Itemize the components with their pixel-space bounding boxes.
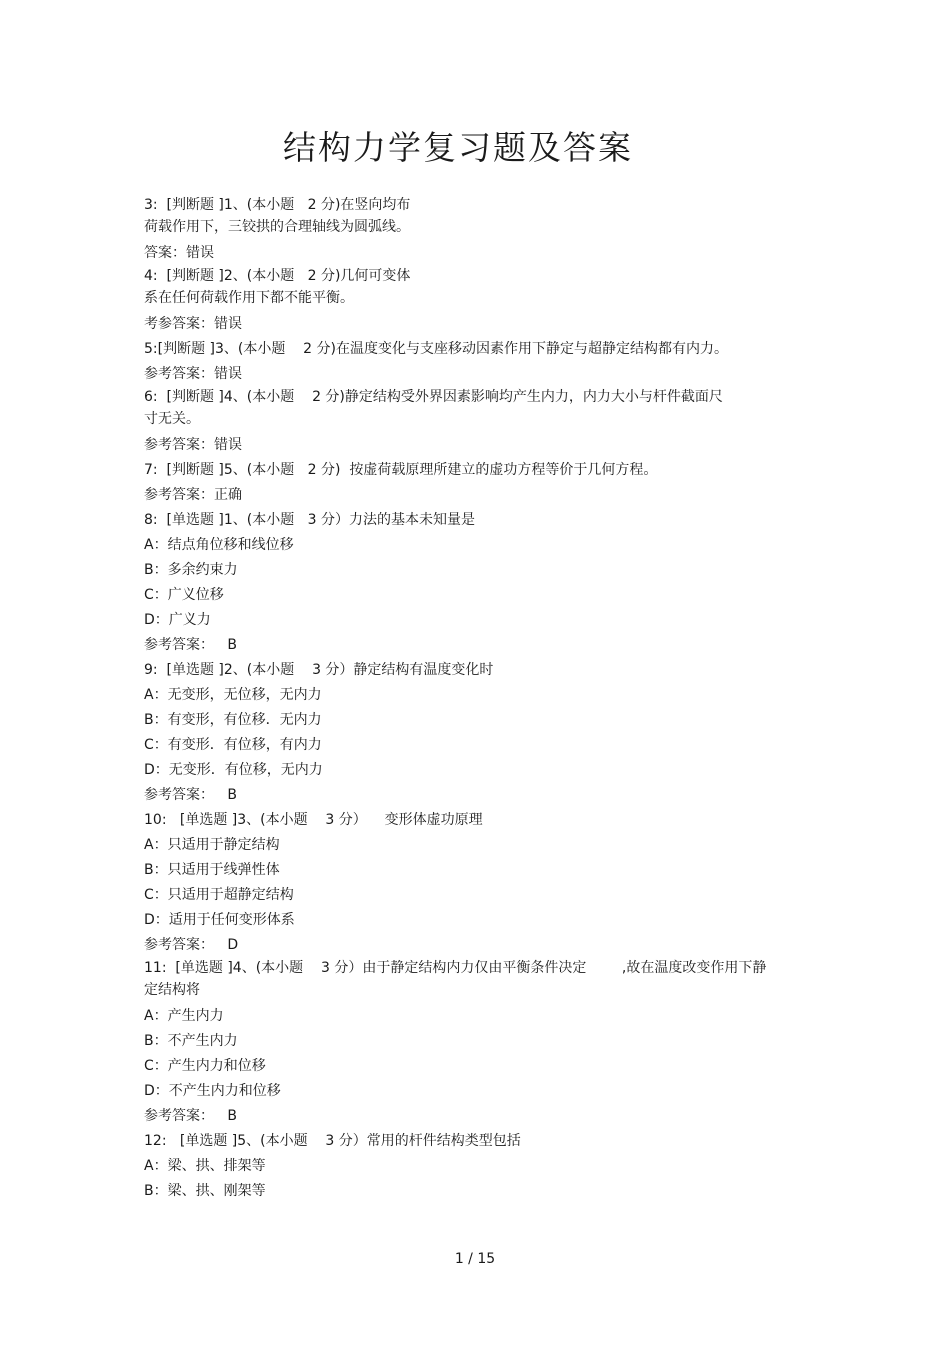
option-line: A：产生内力 — [144, 1008, 224, 1024]
text-line: 系在任何荷载作用下都不能平衡。 — [144, 290, 354, 306]
option-line: D：无变形．有位移，无内力 — [144, 762, 323, 778]
option-line: B：只适用于线弹性体 — [144, 862, 280, 878]
text-line: 寸无关。 — [144, 411, 200, 427]
option-line: B：梁、拱、刚架等 — [144, 1183, 266, 1199]
option-line: A：只适用于静定结构 — [144, 837, 280, 853]
answer-line: 参考答案： D — [144, 937, 239, 953]
text-line: 6: [判断题 ]4、(本小题 2 分)静定结构受外界因素影响均产生内力，内力大小与杆件截面尺 — [144, 389, 723, 405]
document-title: 结构力学复习题及答案 — [283, 128, 633, 167]
option-line: D：适用于任何变形体系 — [144, 912, 295, 928]
text-line: 9: [单选题 ]2、(本小题 3 分）静定结构有温度变化时 — [144, 662, 494, 678]
answer-line: 答案：错误 — [144, 245, 214, 261]
question-list — [144, 195, 804, 1204]
text-line: 8: [单选题 ]1、(本小题 3 分）力法的基本未知量是 — [144, 512, 475, 528]
answer-line: 参考答案： B — [144, 787, 237, 803]
answer-line: 参考答案： B — [144, 1108, 237, 1124]
answer-line: 考参答案：错误 — [144, 316, 242, 332]
option-line: A：结点角位移和线位移 — [144, 537, 294, 553]
text-line: 4: [判断题 ]2、(本小题 2 分)几何可变体 — [144, 268, 411, 284]
option-line: C：有变形．有位移，有内力 — [144, 737, 322, 753]
option-line: D：广义力 — [144, 612, 211, 628]
option-line: B：多余约束力 — [144, 562, 238, 578]
option-line: C：产生内力和位移 — [144, 1058, 266, 1074]
answer-line: 参考答案：正确 — [144, 487, 242, 503]
option-line: D：不产生内力和位移 — [144, 1083, 281, 1099]
text-line: 定结构将 — [144, 982, 200, 998]
option-line: C：广义位移 — [144, 587, 224, 603]
page-number: 1 / 15 — [454, 1251, 496, 1267]
text-line: 5:[判断题 ]3、(本小题 2 分)在温度变化与支座移动因素作用下静定与超静定结构都有内力。 — [144, 341, 728, 357]
option-line: B：有变形，有位移．无内力 — [144, 712, 322, 728]
text-line: 11: [单选题 ]4、(本小题 3 分）由于静定结构内力仅由平衡条件决定 ,故在温度改变作用下静 — [144, 960, 767, 976]
text-line: 7: [判断题 ]5、(本小题 2 分) 按虚荷载原理所建立的虚功方程等价于几何方程。 — [144, 462, 658, 478]
answer-line: 参考答案：错误 — [144, 366, 242, 382]
text-line: 荷载作用下，三铰拱的合理轴线为圆弧线。 — [144, 219, 410, 235]
text-line: 3: [判断题 ]1、(本小题 2 分)在竖向均布 — [144, 197, 411, 213]
option-line: B：不产生内力 — [144, 1033, 238, 1049]
option-line: A：无变形，无位移，无内力 — [144, 687, 322, 703]
option-line: C：只适用于超静定结构 — [144, 887, 294, 903]
option-line: A：梁、拱、排架等 — [144, 1158, 266, 1174]
answer-line: 参考答案： B — [144, 637, 237, 653]
text-line: 12: [单选题 ]5、(本小题 3 分）常用的杆件结构类型包括 — [144, 1133, 521, 1149]
text-line: 10: [单选题 ]3、(本小题 3 分） 变形体虚功原理 — [144, 812, 483, 828]
answer-line: 参考答案：错误 — [144, 437, 242, 453]
